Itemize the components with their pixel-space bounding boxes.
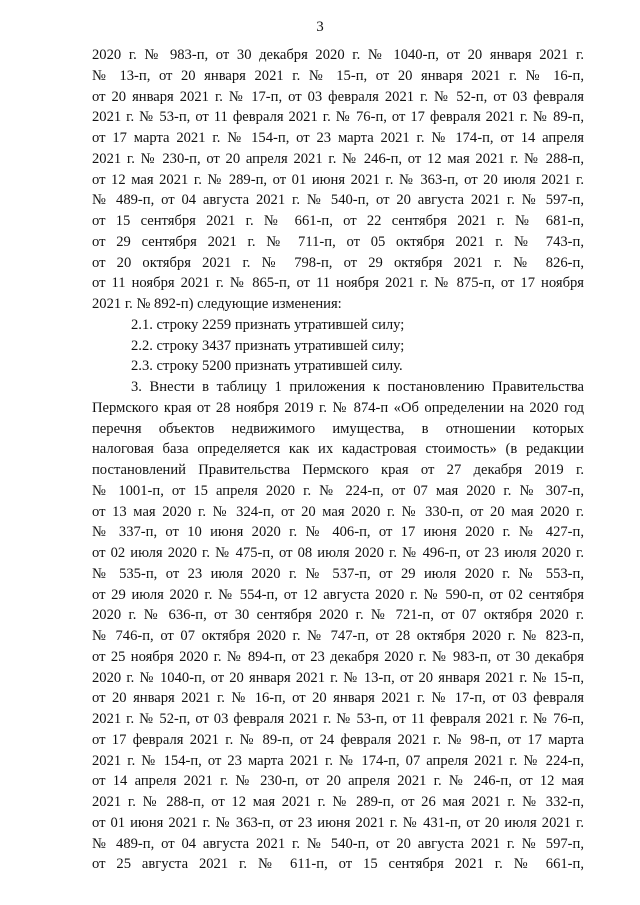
- text-line: от 01 июня 2021 г. № 363-п, от 23 июня 2021 г. № 431-п, от 20 июля 2021 г.: [92, 814, 584, 831]
- text-line: № 489-п, от 04 августа 2021 г. № 540-п, от 20 августа 2021 г. № 597-п,: [92, 192, 584, 209]
- text-line: 2.3. строку 5200 признать утратившей силу.: [131, 358, 403, 375]
- text-line: 2021 г. № 53-п, от 11 февраля 2021 г. № 76-п, от 17 февраля 2021 г. № 89-п,: [92, 109, 584, 126]
- text-line: № 535-п, от 23 июля 2020 г. № 537-п, от 29 июля 2020 г. № 553-п,: [92, 565, 584, 582]
- text-line: № 337-п, от 10 июня 2020 г. № 406-п, от 17 июня 2020 г. № 427-п,: [92, 524, 584, 541]
- text-line: 2021 г. № 52-п, от 03 февраля 2021 г. № 53-п, от 11 февраля 2021 г. № 76-п,: [92, 711, 584, 727]
- text-line: от 02 июля 2020 г. № 475-п, от 08 июля 2020 г. № 496-п, от 23 июля 2020 г.: [92, 545, 584, 561]
- text-line: 2020 г. № 1040-п, от 20 января 2021 г. № 13-п, от 20 января 2021 г. № 15-п,: [92, 669, 584, 686]
- text-line: 2021 г. № 230-п, от 20 апреля 2021 г. № 246-п, от 12 мая 2021 г. № 288-п,: [92, 150, 584, 167]
- page-number: 3: [316, 19, 324, 35]
- document-body: [92, 45, 584, 875]
- text-line: 2020 г. № 636-п, от 30 сентября 2020 г. № 721-п, от 07 октября 2020 г.: [92, 607, 584, 624]
- text-line: от 20 января 2021 г. № 16-п, от 20 января 2021 г. № 17-п, от 03 февраля: [92, 690, 584, 707]
- text-line: № 489-п, от 04 августа 2021 г. № 540-п, от 20 августа 2021 г. № 597-п,: [92, 835, 584, 852]
- text-line: от 20 октября 2021 г. № 798-п, от 29 октября 2021 г. № 826-п,: [92, 254, 584, 271]
- text-line: 2020 г. № 983-п, от 30 декабря 2020 г. № 1040-п, от 20 января 2021 г.: [92, 47, 584, 63]
- text-line: от 17 марта 2021 г. № 154-п, от 23 марта 2021 г. № 174-п, от 14 апреля: [92, 130, 584, 146]
- text-line: от 15 сентября 2021 г. № 661-п, от 22 сентября 2021 г. № 681-п,: [92, 213, 584, 229]
- text-line: 2021 г. № 892-п) следующие изменения:: [92, 296, 342, 312]
- text-line: 2.2. строку 3437 признать утратившей силу;: [131, 337, 405, 354]
- text-line: перечня объектов недвижимого имущества, в отношении которых: [92, 420, 584, 437]
- text-line: от 29 июля 2020 г. № 554-п, от 12 августа 2020 г. № 590-п, от 02 сентября: [92, 586, 584, 603]
- text-line: 2021 г. № 288-п, от 12 мая 2021 г. № 289-п, от 26 мая 2021 г. № 332-п,: [92, 794, 584, 810]
- text-line: от 29 сентября 2021 г. № 711-п, от 05 октября 2021 г. № 743-п,: [92, 233, 584, 250]
- text-line: 3. Внести в таблицу 1 приложения к постановлению Правительства: [131, 379, 584, 395]
- text-line: 2021 г. № 154-п, от 23 марта 2021 г. № 174-п, 07 апреля 2021 г. № 224-п,: [92, 752, 584, 769]
- text-line: № 1001-п, от 15 апреля 2020 г. № 224-п, от 07 мая 2020 г. № 307-п,: [92, 482, 584, 499]
- text-line: от 20 января 2021 г. № 17-п, от 03 февраля 2021 г. № 52-п, от 03 февраля: [92, 88, 584, 105]
- text-line: от 14 апреля 2021 г. № 230-п, от 20 апреля 2021 г. № 246-п, от 12 мая: [92, 773, 584, 790]
- text-line: от 11 ноября 2021 г. № 865-п, от 11 ноября 2021 г. № 875-п, от 17 ноября: [92, 275, 584, 292]
- text-line: № 13-п, от 20 января 2021 г. № 15-п, от 20 января 2021 г. № 16-п,: [92, 67, 584, 84]
- text-line: от 12 мая 2021 г. № 289-п, от 01 июня 2021 г. № 363-п, от 20 июля 2021 г.: [92, 171, 584, 188]
- text-line: № 746-п, от 07 октября 2020 г. № 747-п, от 28 октября 2020 г. № 823-п,: [92, 628, 584, 644]
- text-line: от 25 ноября 2020 г. № 894-п, от 23 декабря 2020 г. № 983-п, от 30 декабря: [92, 648, 584, 665]
- text-line: постановлений Правительства Пермского края от 27 декабря 2019 г.: [92, 462, 584, 478]
- text-line: Пермского края от 28 ноября 2019 г. № 874-п «Об определении на 2020 год: [92, 399, 584, 416]
- text-line: от 13 мая 2020 г. № 324-п, от 20 мая 2020 г. № 330-п, от 20 мая 2020 г.: [92, 503, 584, 520]
- text-line: 2.1. строку 2259 признать утратившей силу;: [131, 316, 405, 333]
- text-line: налоговая база определяется как их кадастровая стоимость» (в редакции: [92, 441, 584, 458]
- text-line: от 25 августа 2021 г. № 611-п, от 15 сентября 2021 г. № 661-п,: [92, 856, 584, 873]
- text-line: от 17 февраля 2021 г. № 89-п, от 24 февраля 2021 г. № 98-п, от 17 марта: [92, 731, 584, 748]
